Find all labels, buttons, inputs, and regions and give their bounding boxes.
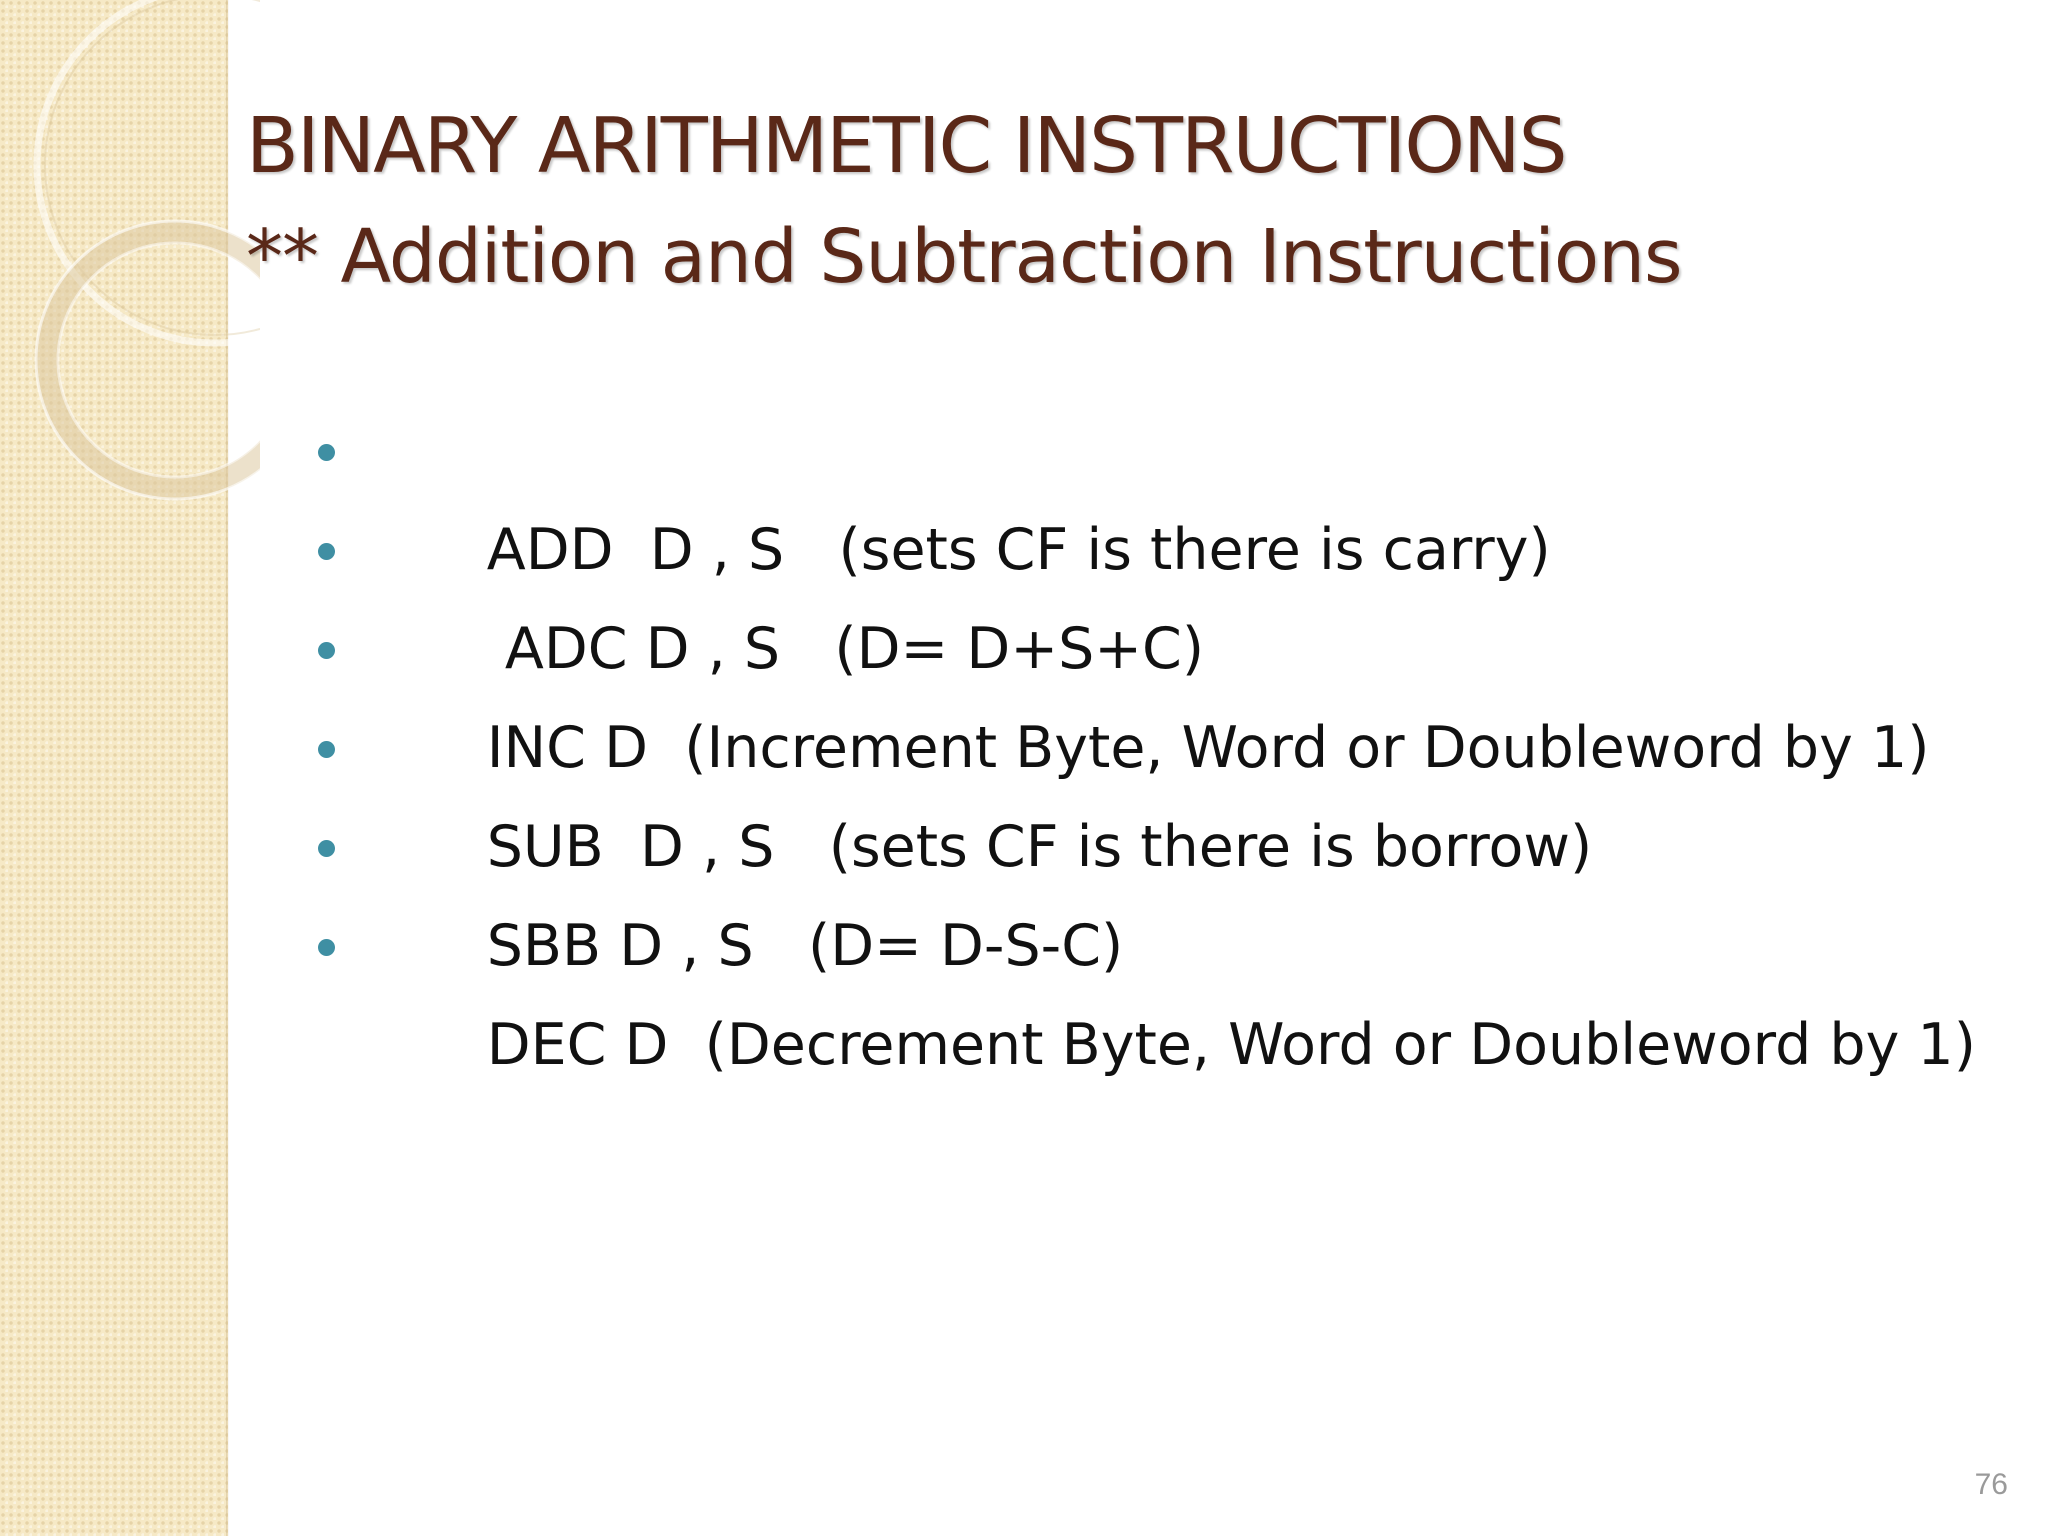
- bullet-item-sbb: [318, 798, 1976, 979]
- bullet-list: [318, 402, 1976, 1078]
- bullet-text: SBB D , S (D= D-S-C): [486, 913, 1124, 979]
- slide-title-block: [246, 92, 2006, 312]
- bullet-marker-icon: [318, 543, 335, 560]
- bullet-item-inc: [318, 600, 1976, 781]
- bullet-item-sub: [318, 699, 1976, 880]
- bullet-text: INC D (Increment Byte, Word or Doubleword by 1): [486, 715, 1930, 781]
- bullet-marker-icon: [318, 444, 335, 461]
- bullet-item-adc: [318, 501, 1976, 682]
- bullet-text: ADC D , S (D= D+S+C): [486, 616, 1205, 682]
- bullet-text: ADD D , S (sets CF is there is carry): [486, 517, 1551, 583]
- bullet-item-dec: [318, 897, 1976, 1078]
- bullet-item-add: [318, 402, 1976, 583]
- bullet-text: SUB D , S (sets CF is there is borrow): [486, 814, 1593, 880]
- slide-subtitle: ** Addition and Subtraction Instructions: [246, 214, 1682, 300]
- page-number: 76: [1974, 1468, 2008, 1501]
- decorative-rings: [0, 0, 260, 520]
- slide-title: BINARY ARITHMETIC INSTRUCTIONS: [246, 102, 1566, 191]
- bullet-marker-icon: [318, 741, 335, 758]
- bullet-text: DEC D (Decrement Byte, Word or Doubleword by 1): [486, 1012, 1976, 1078]
- bullet-marker-icon: [318, 642, 335, 659]
- bullet-marker-icon: [318, 840, 335, 857]
- bullet-marker-icon: [318, 939, 335, 956]
